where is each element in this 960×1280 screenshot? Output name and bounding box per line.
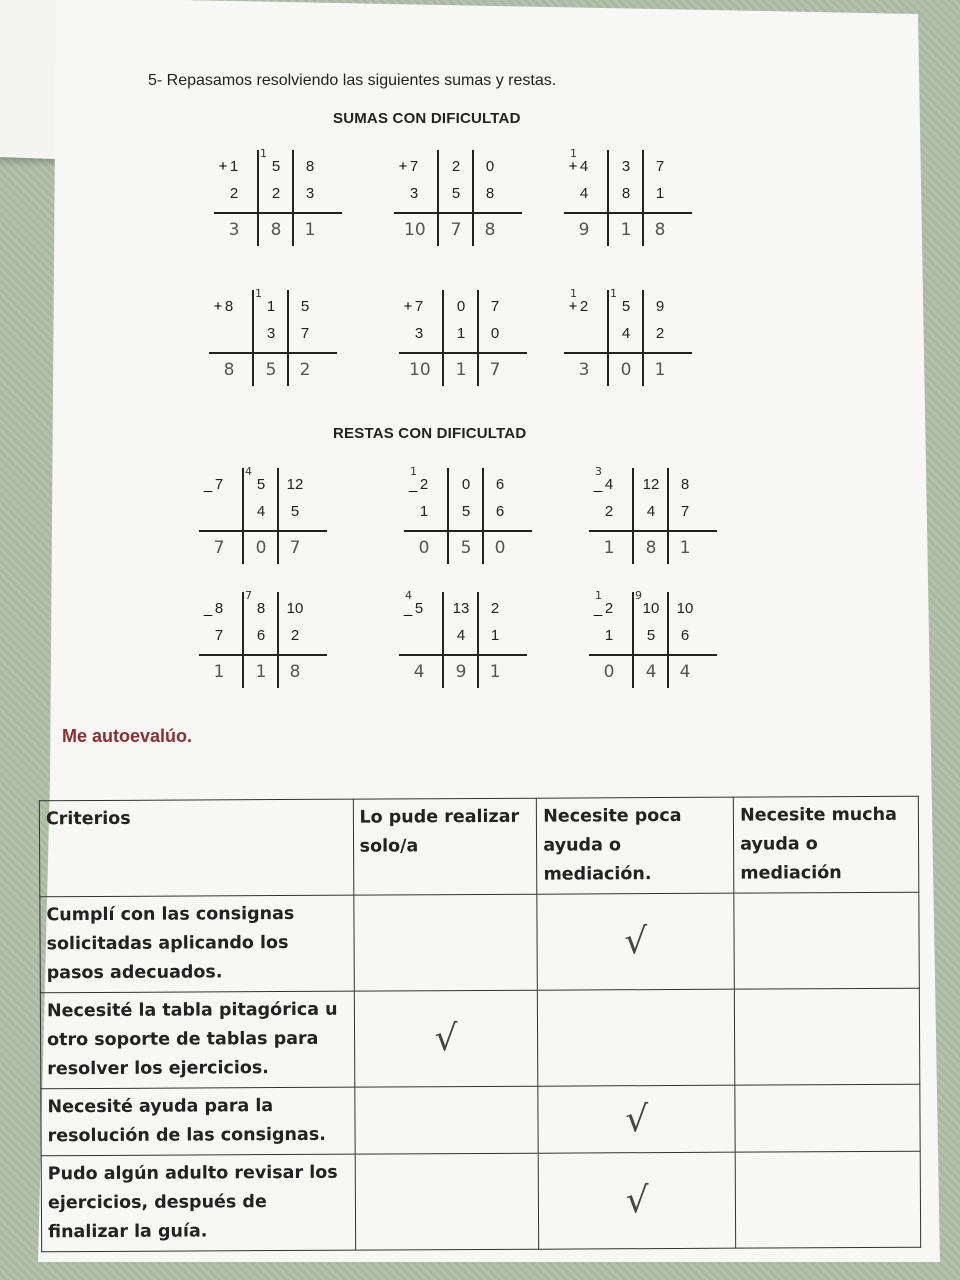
digit-result: 0 [603, 662, 615, 682]
column-divider [642, 290, 644, 386]
autoeval-title: Me autoevalúo. [62, 726, 193, 746]
digit-result: 1 [620, 220, 632, 240]
digit-top: 5 [414, 600, 424, 617]
digit-result: 1 [489, 662, 501, 682]
carry-digit: 1 [570, 147, 577, 160]
digit-bottom: 6 [495, 503, 505, 520]
digit-top: 0 [456, 298, 466, 315]
carry-digit: 1 [570, 287, 577, 300]
digit-result: 4 [645, 662, 657, 682]
carry-digit: 7 [245, 589, 252, 602]
carry-digit: 1 [255, 287, 262, 300]
check-mark [353, 894, 537, 991]
digit-top: 2 [579, 298, 589, 315]
resta-operation [195, 589, 327, 688]
column-divider [482, 468, 484, 564]
resta-operation [400, 465, 532, 564]
criterio-cell: Necesité ayuda para la resolución de las consignas. [41, 1087, 355, 1156]
digit-top: 2 [451, 158, 461, 175]
digit-bottom: 4 [579, 185, 589, 202]
column-divider [257, 150, 259, 246]
digit-bottom: 4 [621, 325, 631, 342]
digit-result: 0 [620, 360, 632, 380]
digit-top: 7 [409, 158, 419, 175]
digit-bottom: 3 [409, 185, 419, 202]
carry-digit: 1 [610, 287, 617, 300]
digit-top: 4 [579, 158, 589, 175]
check-mark: √ [539, 1152, 736, 1249]
result-line [214, 212, 342, 214]
digit-bottom: 3 [305, 185, 315, 202]
result-line [209, 352, 337, 354]
digit-result: 8 [654, 220, 666, 240]
digit-bottom: 2 [655, 325, 665, 342]
exercise-heading: 5- Repasamos resolviendo las siguientes sumas y restas. [148, 72, 557, 89]
column-divider [287, 290, 289, 386]
column-divider [442, 290, 444, 386]
column-divider [477, 290, 479, 386]
check-mark: √ [538, 1085, 735, 1153]
digit-top: 12 [642, 476, 660, 493]
digit-top: 8 [256, 600, 266, 617]
digit-result: 3 [228, 220, 240, 240]
digit-bottom: 6 [256, 627, 266, 644]
operator-sign: _ [203, 600, 213, 617]
operator-sign: + [213, 298, 223, 315]
resta-operation [195, 465, 327, 564]
digit-result: 8 [223, 360, 235, 380]
check-mark [355, 1153, 539, 1250]
sumas-title: SUMAS CON DIFICULTAD [333, 110, 521, 127]
digit-result: 5 [460, 538, 472, 558]
result-line [564, 212, 692, 214]
digit-top: 4 [604, 476, 614, 493]
resta-operation [395, 589, 527, 688]
digit-bottom: 1 [490, 627, 500, 644]
digit-result: 5 [265, 360, 277, 380]
digit-result: 1 [654, 360, 666, 380]
digit-result: 0 [494, 538, 506, 558]
operator-sign: _ [593, 600, 603, 617]
suma-operation [560, 147, 692, 246]
digit-result: 3 [578, 360, 590, 380]
check-mark [734, 988, 919, 1085]
column-divider [477, 592, 479, 688]
digit-top: 1 [229, 158, 239, 175]
digit-bottom: 7 [680, 503, 690, 520]
table-row [40, 988, 919, 1089]
resta-operation [585, 465, 717, 564]
check-mark [735, 1084, 920, 1152]
digit-top: 7 [414, 298, 424, 315]
column-divider [632, 468, 634, 564]
digit-result: 2 [299, 360, 311, 380]
carry-digit: 9 [635, 589, 642, 602]
column-divider [277, 468, 279, 564]
criterio-cell: Cumplí con las consignas solicitadas aplicando los pasos adecuados. [40, 895, 354, 993]
digit-result: 1 [603, 538, 615, 558]
suma-operation [390, 150, 522, 246]
column-divider [607, 150, 609, 246]
digit-result: 1 [455, 360, 467, 380]
check-mark: √ [537, 893, 734, 990]
carry-digit: 3 [595, 465, 602, 478]
column-divider [442, 592, 444, 688]
digit-bottom: 8 [485, 185, 495, 202]
digit-result: 8 [645, 538, 657, 558]
restas-title: RESTAS CON DIFICULTAD [333, 425, 527, 442]
digit-result: 0 [418, 538, 430, 558]
check-mark [735, 1151, 920, 1248]
result-line [399, 352, 527, 354]
digit-bottom: 7 [214, 627, 224, 644]
digit-result: 1 [213, 662, 225, 682]
digit-result: 10 [404, 220, 426, 240]
result-line [589, 530, 717, 532]
column-divider [667, 468, 669, 564]
digit-result: 7 [289, 538, 301, 558]
suma-operation [560, 287, 692, 386]
digit-result: 10 [409, 360, 431, 380]
column-divider [252, 290, 254, 386]
digit-bottom: 4 [256, 503, 266, 520]
column-divider [437, 150, 439, 246]
digit-bottom: 5 [461, 503, 471, 520]
column-divider [642, 150, 644, 246]
digit-top: 10 [676, 600, 694, 617]
digit-result: 7 [450, 220, 462, 240]
digit-bottom: 1 [604, 627, 614, 644]
digit-bottom: 2 [271, 185, 281, 202]
table-row [41, 1151, 920, 1252]
operator-sign: + [568, 158, 578, 175]
digit-bottom: 1 [655, 185, 665, 202]
table-row [41, 1084, 920, 1156]
digit-top: 5 [300, 298, 310, 315]
digit-result: 4 [413, 662, 425, 682]
digit-result: 1 [304, 220, 316, 240]
digit-top: 2 [419, 476, 429, 493]
check-mark [538, 989, 735, 1086]
operator-sign: _ [408, 476, 418, 493]
check-mark: √ [354, 990, 538, 1087]
result-line [564, 352, 692, 354]
digit-top: 8 [680, 476, 690, 493]
digit-top: 7 [655, 158, 665, 175]
carry-digit: 4 [405, 589, 412, 602]
digit-top: 5 [256, 476, 266, 493]
operator-sign: _ [593, 476, 603, 493]
suma-operation [210, 147, 342, 246]
result-line [589, 654, 717, 656]
digit-top: 0 [461, 476, 471, 493]
column-divider [292, 150, 294, 246]
digit-bottom: 7 [300, 325, 310, 342]
check-mark [734, 892, 919, 989]
digit-top: 7 [214, 476, 224, 493]
operator-sign: + [568, 298, 578, 315]
digit-top: 1 [266, 298, 276, 315]
digit-top: 0 [485, 158, 495, 175]
digit-result: 0 [255, 538, 267, 558]
result-line [199, 654, 327, 656]
digit-bottom: 2 [604, 503, 614, 520]
header-criterios: Criterios [39, 799, 353, 897]
operator-sign: _ [203, 476, 213, 493]
digit-top: 2 [604, 600, 614, 617]
column-divider [447, 468, 449, 564]
operator-sign: + [398, 158, 408, 175]
digit-result: 1 [679, 538, 691, 558]
digit-result: 8 [289, 662, 301, 682]
suma-operation [395, 290, 527, 386]
header-mucha-ayuda: Necesite mucha ayuda o mediación [733, 796, 918, 893]
column-divider [242, 468, 244, 564]
digit-top: 8 [214, 600, 224, 617]
digit-top: 2 [490, 600, 500, 617]
table-row [40, 892, 919, 993]
digit-top: 9 [655, 298, 665, 315]
digit-result: 1 [255, 662, 267, 682]
digit-bottom: 4 [646, 503, 656, 520]
column-divider [667, 592, 669, 688]
digit-result: 4 [679, 662, 691, 682]
criterio-cell: Necesité la tabla pitagórica u otro soporte de tablas para resolver los ejercicios. [40, 991, 354, 1089]
digit-top: 8 [305, 158, 315, 175]
header-solo: Lo pude realizar solo/a [353, 798, 537, 895]
self-assessment-table [39, 796, 921, 1253]
digit-result: 9 [455, 662, 467, 682]
criterio-cell: Pudo algún adulto revisar los ejercicios, después de finalizar la guía. [41, 1154, 355, 1252]
digit-top: 8 [224, 298, 234, 315]
digit-bottom: 2 [229, 185, 239, 202]
digit-bottom: 1 [456, 325, 466, 342]
digit-bottom: 3 [266, 325, 276, 342]
digit-bottom: 8 [621, 185, 631, 202]
digit-bottom: 5 [646, 627, 656, 644]
result-line [399, 654, 527, 656]
resta-operation [585, 589, 717, 688]
digit-result: 9 [578, 220, 590, 240]
digit-top: 10 [286, 600, 304, 617]
digit-result: 8 [484, 220, 496, 240]
digit-bottom: 5 [290, 503, 300, 520]
digit-bottom: 3 [414, 325, 424, 342]
carry-digit: 1 [410, 465, 417, 478]
digit-result: 7 [489, 360, 501, 380]
digit-bottom: 5 [451, 185, 461, 202]
result-line [394, 212, 522, 214]
table-header-row [39, 796, 918, 897]
operator-sign: + [403, 298, 413, 315]
digit-bottom: 0 [490, 325, 500, 342]
result-line [199, 530, 327, 532]
digit-top: 7 [490, 298, 500, 315]
column-divider [607, 290, 609, 386]
digit-result: 7 [213, 538, 225, 558]
digit-top: 3 [621, 158, 631, 175]
digit-bottom: 6 [680, 627, 690, 644]
result-line [404, 530, 532, 532]
operator-sign: _ [403, 600, 413, 617]
column-divider [632, 592, 634, 688]
digit-result: 8 [270, 220, 282, 240]
column-divider [277, 592, 279, 688]
digit-top: 5 [271, 158, 281, 175]
carry-digit: 1 [595, 589, 602, 602]
check-mark [354, 1086, 538, 1154]
digit-top: 10 [642, 600, 660, 617]
column-divider [242, 592, 244, 688]
digit-bottom: 4 [456, 627, 466, 644]
suma-operation [205, 287, 337, 386]
digit-top: 13 [452, 600, 470, 617]
carry-digit: 1 [260, 147, 267, 160]
digit-top: 12 [286, 476, 304, 493]
digit-bottom: 2 [290, 627, 300, 644]
column-divider [472, 150, 474, 246]
digit-top: 5 [621, 298, 631, 315]
digit-top: 6 [495, 476, 505, 493]
operator-sign: + [218, 158, 228, 175]
carry-digit: 4 [245, 465, 252, 478]
digit-bottom: 1 [419, 503, 429, 520]
header-poca-ayuda: Necesite poca ayuda o mediación. [537, 797, 734, 894]
